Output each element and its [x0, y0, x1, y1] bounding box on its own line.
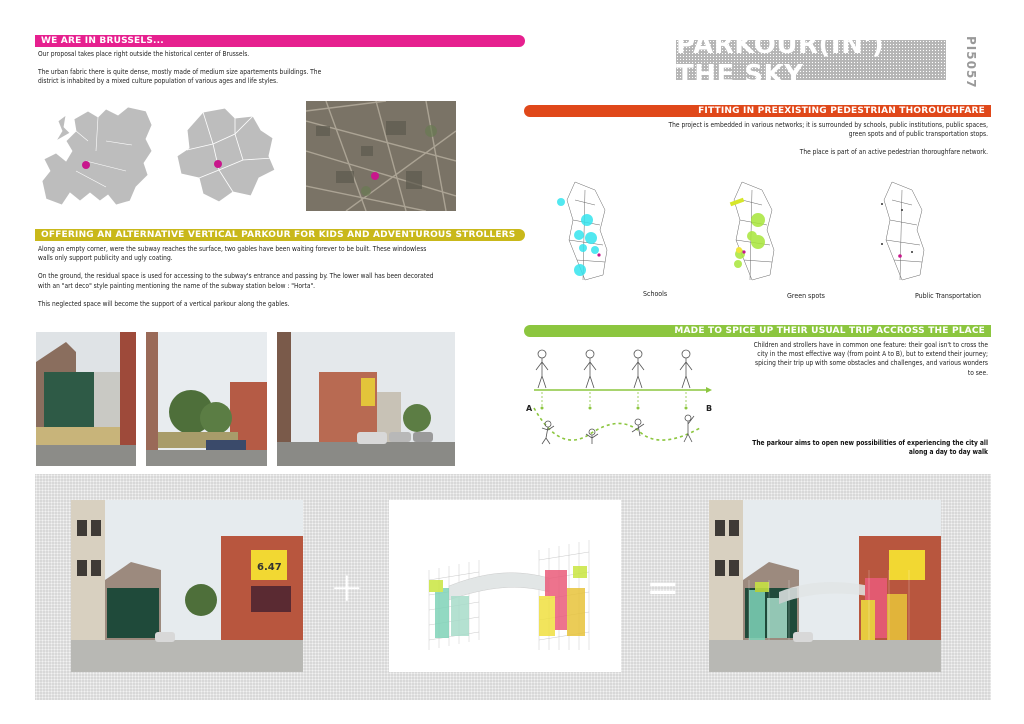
spice-p2b: along a day to day walk [908, 448, 988, 457]
billboard-price: 6.47 [257, 562, 282, 573]
section-bar-offering [35, 229, 525, 241]
fitting-p1a: The project is embedded in various networks; it is surrounded by schools, public institutions, public spaces, [668, 121, 988, 129]
brussels-p2: The urban fabric there is quite dense, mostly made of medium size apartements buildings. The [38, 68, 322, 77]
spice-p1a: Children and strollers have in common one feature: their goal isn't to cross the [753, 341, 988, 349]
equals-sign: = [646, 565, 680, 611]
brussels-p1: Our proposal takes place right outside the historical center of Brussels. [38, 50, 250, 58]
schools-label: Schools [643, 290, 668, 298]
green-spots-diagram [722, 180, 802, 285]
model-render [389, 500, 621, 672]
fitting-text [560, 121, 988, 158]
section-heading-fitting: FITTING IN PREEXISTING PEDESTRIAN THOROUGHFARE [698, 106, 985, 116]
section-bar-fitting [524, 105, 991, 117]
offering-p2b: with an "art deco" style painting mentioning the name of the subway station below : "Horta". [38, 281, 316, 290]
section-heading-spice: MADE TO SPICE UP THEIR USUAL TRIP ACCROSS THE PLACE [674, 326, 985, 336]
spice-text [722, 341, 988, 378]
district-marker-icon [214, 160, 222, 168]
page-title: PARKOUR(IN') THE SKY [676, 30, 885, 90]
public-transport-diagram [872, 180, 952, 285]
point-a-label: A [526, 404, 533, 413]
offering-p1b: walls only support publicity and ugly coating. [38, 254, 173, 263]
after-photo [709, 500, 941, 672]
section-heading-brussels: WE ARE IN BRUSSELS... [41, 36, 164, 46]
spice-p1c: spicing their trip up with some obstacles and challenges, and various wonders [755, 359, 988, 368]
site-photo-3 [277, 332, 455, 466]
brussels-region-map [173, 104, 278, 204]
project-code: PI5057 [964, 36, 978, 89]
public-transport-label: Public Transportation [915, 292, 981, 300]
section-bar-brussels [35, 35, 525, 47]
spice-p1d: to see. [967, 368, 988, 377]
offering-p3: This neglected space will become the support of a vertical parkour along the gables. [38, 299, 290, 308]
site-photo-2 [146, 332, 267, 466]
brussels-text [38, 50, 518, 87]
section-bar-spice [524, 325, 991, 337]
spice-highlight [722, 439, 988, 457]
walk-diagram [520, 344, 720, 456]
offering-p2a: On the ground, the residual space is used for accessing to the subway's entrance and passing by. The lower wall has been decorated [38, 272, 434, 281]
fitting-p1b: green spots and of public transportation stops. [848, 130, 988, 139]
green-spots-label: Green spots [787, 292, 825, 300]
brussels-p3: district is inhabited by a mixed culture population of various ages and life styles. [38, 77, 278, 86]
schools-diagram [555, 180, 635, 285]
point-b-label: B [706, 404, 713, 413]
brussels-marker-icon [82, 161, 90, 169]
site-marker-icon [371, 172, 379, 180]
before-photo [71, 500, 303, 672]
plus-sign: + [330, 565, 364, 611]
aerial-photo [306, 101, 456, 211]
site-photo-1 [36, 332, 136, 466]
spice-p2a: The parkour aims to open new possibilities of experiencing the city all [752, 439, 988, 447]
offering-p1a: Along an empty corner, were the subway reaches the surface, two gables have been waiting forever to be built. These windowless [38, 245, 427, 253]
section-heading-offering: OFFERING AN ALTERNATIVE VERTICAL PARKOUR FOR KIDS AND ADVENTUROUS STROLLERS [41, 230, 516, 240]
europe-map [36, 101, 154, 209]
fitting-p2: The place is part of an active pedestrian thoroughfare network. [799, 148, 988, 157]
spice-p1b: city in the most effective way (from point A to B), but to extend their journey; [757, 350, 988, 359]
offering-text [38, 245, 528, 309]
title-block [676, 30, 946, 90]
